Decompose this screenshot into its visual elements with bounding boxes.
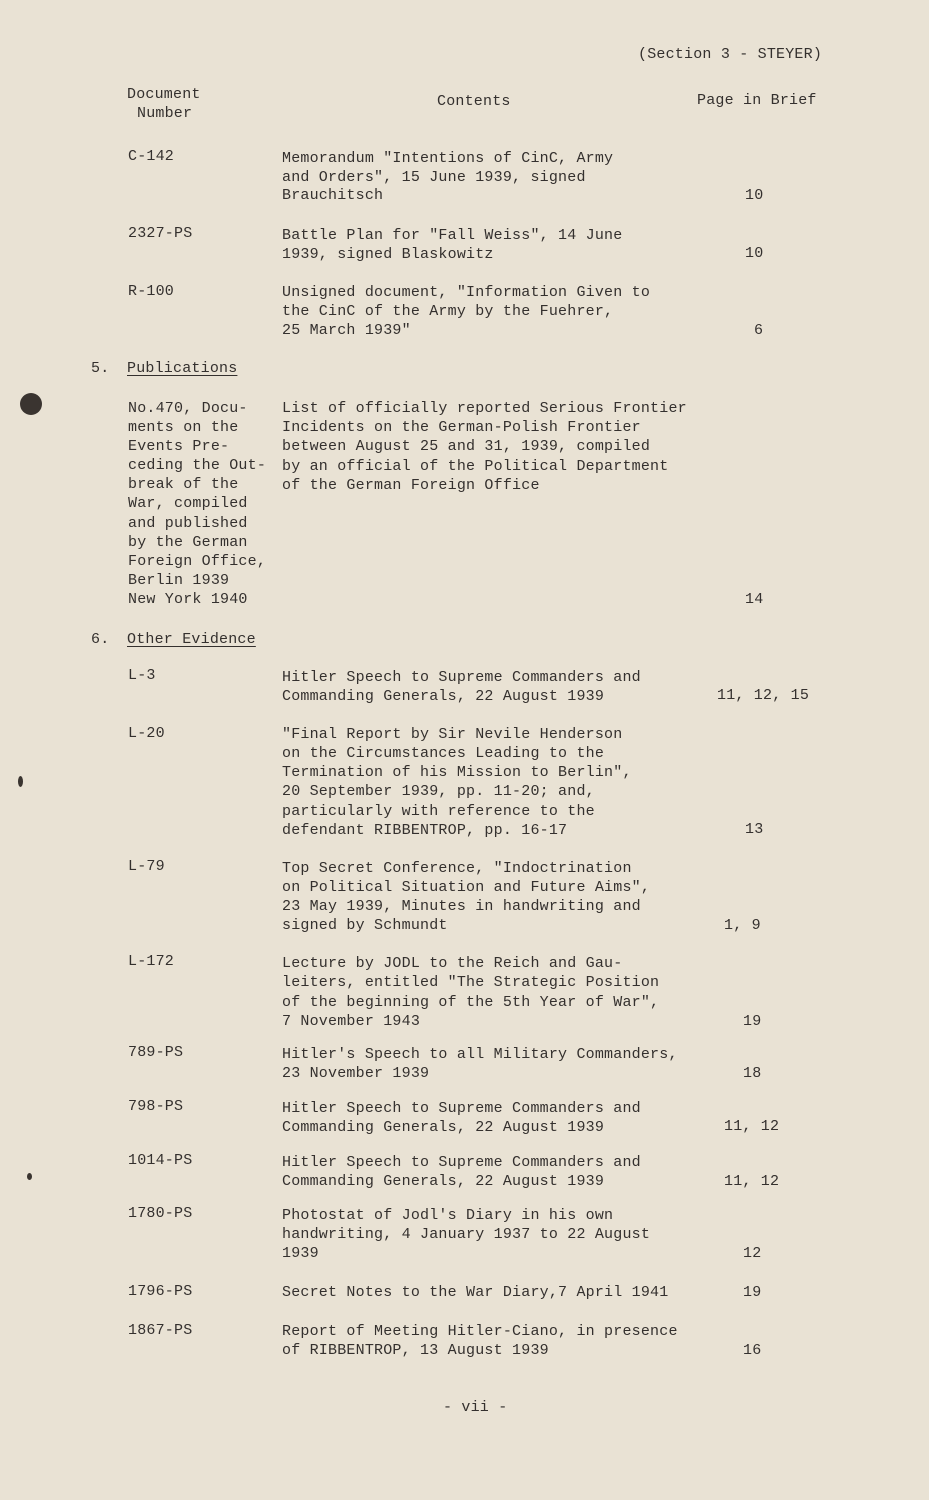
page-ref: 11, 12, 15 bbox=[717, 687, 810, 704]
doc-number: 798-PS bbox=[128, 1098, 184, 1115]
doc-number: 1867-PS bbox=[128, 1322, 193, 1339]
section-header: (Section 3 - STEYER) bbox=[638, 46, 823, 63]
contents-line: Unsigned document, "Information Given to bbox=[282, 284, 651, 301]
contents-line: Termination of his Mission to Berlin", bbox=[282, 764, 632, 781]
publication-doc-line: Events Pre- bbox=[128, 438, 230, 455]
contents-line: Photostat of Jodl's Diary in his own bbox=[282, 1207, 614, 1224]
contents-line: Commanding Generals, 22 August 1939 bbox=[282, 1173, 605, 1190]
contents-line: List of officially reported Serious Frontier bbox=[282, 400, 687, 417]
publication-doc-line: and published bbox=[128, 515, 248, 532]
contents-line: 20 September 1939, pp. 11-20; and, bbox=[282, 783, 595, 800]
speck bbox=[18, 776, 23, 787]
doc-number: 1780-PS bbox=[128, 1205, 193, 1222]
column-page-in-brief: Page in Brief bbox=[697, 92, 817, 109]
doc-number: 789-PS bbox=[128, 1044, 184, 1061]
page-ref: 10 bbox=[745, 245, 764, 262]
page-ref: 11, 12 bbox=[724, 1118, 780, 1135]
contents-line: Lecture by JODL to the Reich and Gau- bbox=[282, 955, 623, 972]
publication-doc-line: break of the bbox=[128, 476, 239, 493]
page-ref: 11, 12 bbox=[724, 1173, 780, 1190]
contents-line: particularly with reference to the bbox=[282, 803, 595, 820]
page-ref: 10 bbox=[745, 187, 764, 204]
contents-line: defendant RIBBENTROP, pp. 16-17 bbox=[282, 822, 568, 839]
contents-line: leiters, entitled "The Strategic Position bbox=[282, 974, 660, 991]
publication-doc-line: War, compiled bbox=[128, 495, 248, 512]
page-ref: 12 bbox=[743, 1245, 762, 1262]
column-document-number-line2: Number bbox=[137, 105, 193, 122]
page-ref: 19 bbox=[743, 1284, 762, 1301]
contents-line: of the German Foreign Office bbox=[282, 477, 540, 494]
publication-doc-line: No.470, Docu- bbox=[128, 400, 248, 417]
contents-line: 7 November 1943 bbox=[282, 1013, 421, 1030]
contents-line: Hitler Speech to Supreme Commanders and bbox=[282, 1154, 641, 1171]
page-ref: 16 bbox=[743, 1342, 762, 1359]
contents-line: Secret Notes to the War Diary,7 April 1941 bbox=[282, 1284, 669, 1301]
contents-line: 1939 bbox=[282, 1245, 319, 1262]
contents-line: Commanding Generals, 22 August 1939 bbox=[282, 1119, 605, 1136]
contents-line: on Political Situation and Future Aims", bbox=[282, 879, 651, 896]
contents-line: Memorandum "Intentions of CinC, Army bbox=[282, 150, 614, 167]
contents-line: of RIBBENTROP, 13 August 1939 bbox=[282, 1342, 549, 1359]
contents-line: Hitler Speech to Supreme Commanders and bbox=[282, 1100, 641, 1117]
column-contents: Contents bbox=[437, 93, 511, 110]
section-5-number: 5. bbox=[91, 360, 110, 377]
contents-line: by an official of the Political Department bbox=[282, 458, 669, 475]
contents-line: signed by Schmundt bbox=[282, 917, 448, 934]
contents-line: the CinC of the Army by the Fuehrer, bbox=[282, 303, 614, 320]
doc-number: C-142 bbox=[128, 148, 175, 165]
contents-line: 23 November 1939 bbox=[282, 1065, 430, 1082]
doc-number: L-79 bbox=[128, 858, 165, 875]
publication-doc-line: ceding the Out- bbox=[128, 457, 267, 474]
publication-doc-line: Berlin 1939 bbox=[128, 572, 230, 589]
doc-number: 1014-PS bbox=[128, 1152, 193, 1169]
column-document-number-line1: Document bbox=[127, 86, 201, 103]
doc-number: 2327-PS bbox=[128, 225, 193, 242]
section-5-title: Publications bbox=[127, 360, 238, 377]
publication-doc-line: ments on the bbox=[128, 419, 239, 436]
page-ref: 1, 9 bbox=[724, 917, 761, 934]
contents-line: of the beginning of the 5th Year of War", bbox=[282, 994, 660, 1011]
contents-line: "Final Report by Sir Nevile Henderson bbox=[282, 726, 623, 743]
publication-doc-line: by the German bbox=[128, 534, 248, 551]
punch-hole bbox=[20, 393, 42, 415]
page-number: - vii - bbox=[443, 1399, 508, 1416]
publication-doc-line: Foreign Office, bbox=[128, 553, 267, 570]
section-6-number: 6. bbox=[91, 631, 110, 648]
page-ref: 14 bbox=[745, 591, 764, 608]
page-ref: 19 bbox=[743, 1013, 762, 1030]
contents-line: 25 March 1939" bbox=[282, 322, 411, 339]
contents-line: Incidents on the German-Polish Frontier bbox=[282, 419, 641, 436]
contents-line: on the Circumstances Leading to the bbox=[282, 745, 605, 762]
contents-line: Hitler Speech to Supreme Commanders and bbox=[282, 669, 641, 686]
contents-line: Battle Plan for "Fall Weiss", 14 June bbox=[282, 227, 623, 244]
doc-number: L-172 bbox=[128, 953, 175, 970]
doc-number: R-100 bbox=[128, 283, 175, 300]
doc-number: 1796-PS bbox=[128, 1283, 193, 1300]
speck bbox=[27, 1173, 32, 1180]
page-ref: 13 bbox=[745, 821, 764, 838]
contents-line: Top Secret Conference, "Indoctrination bbox=[282, 860, 632, 877]
section-6-title: Other Evidence bbox=[127, 631, 256, 648]
contents-line: 1939, signed Blaskowitz bbox=[282, 246, 494, 263]
contents-line: handwriting, 4 January 1937 to 22 August bbox=[282, 1226, 651, 1243]
doc-number: L-20 bbox=[128, 725, 165, 742]
page-ref: 6 bbox=[754, 322, 764, 339]
publication-doc-line: New York 1940 bbox=[128, 591, 248, 608]
contents-line: Brauchitsch bbox=[282, 187, 384, 204]
page-ref: 18 bbox=[743, 1065, 762, 1082]
contents-line: and Orders", 15 June 1939, signed bbox=[282, 169, 586, 186]
contents-line: Hitler's Speech to all Military Commanders, bbox=[282, 1046, 678, 1063]
contents-line: Report of Meeting Hitler-Ciano, in presence bbox=[282, 1323, 678, 1340]
contents-line: between August 25 and 31, 1939, compiled bbox=[282, 438, 651, 455]
contents-line: 23 May 1939, Minutes in handwriting and bbox=[282, 898, 641, 915]
contents-line: Commanding Generals, 22 August 1939 bbox=[282, 688, 605, 705]
doc-number: L-3 bbox=[128, 667, 156, 684]
